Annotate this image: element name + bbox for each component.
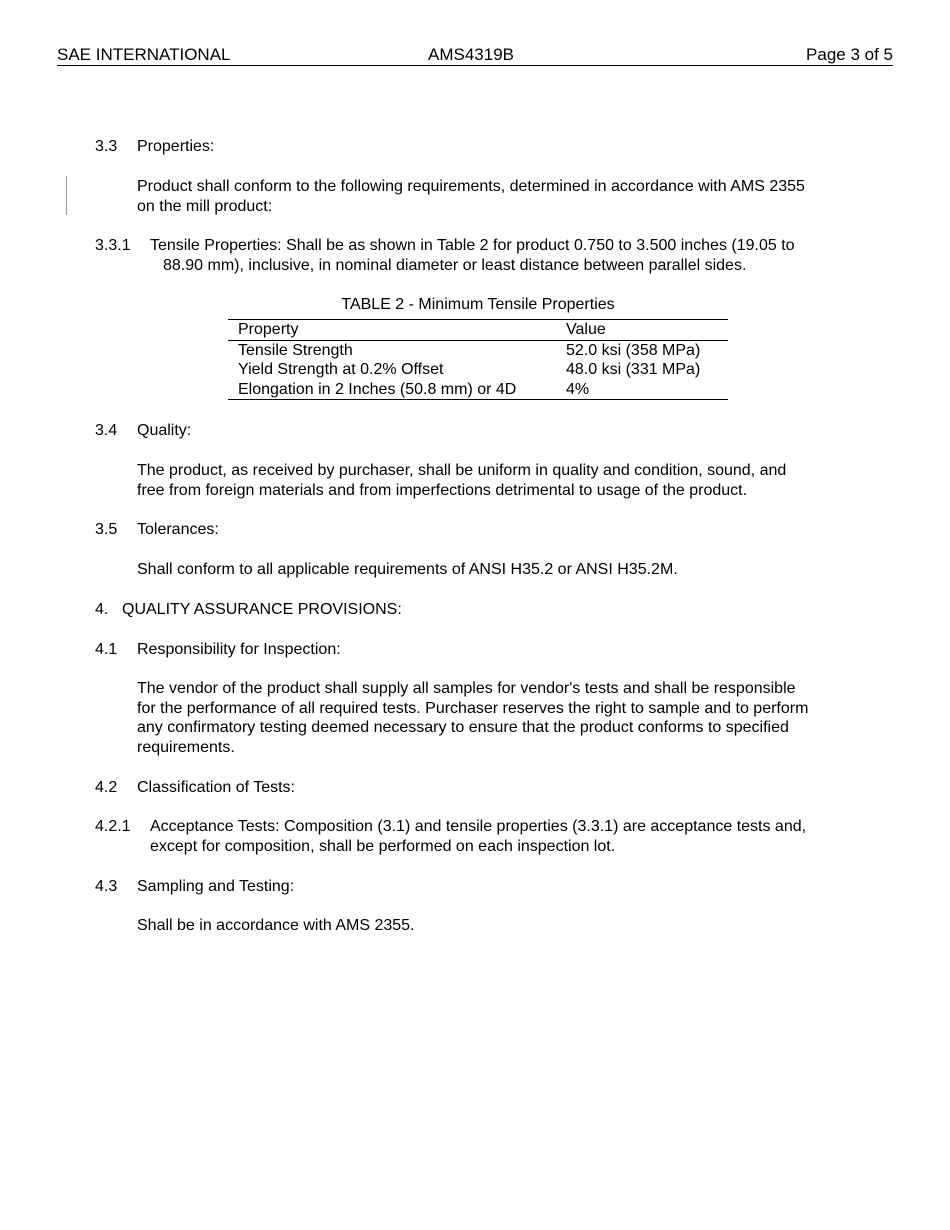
section-3-4-body [137, 461, 786, 500]
section-4-1-body-line: requirements. [137, 738, 235, 756]
table-2-caption: TABLE 2 - Minimum Tensile Properties [341, 296, 615, 313]
section-3-5-body: Shall conform to all applicable requirements of ANSI H35.2 or ANSI H35.2M. [137, 561, 678, 578]
section-4-3-body: Shall be in accordance with AMS 2355. [137, 917, 415, 934]
table-cell-value: 48.0 ksi (331 MPa) [566, 361, 701, 378]
section-3-5-title: Tolerances: [137, 521, 219, 538]
section-3-4-title: Quality: [137, 422, 192, 439]
section-4-2-1-body [150, 817, 806, 856]
header-organization: SAE INTERNATIONAL [57, 45, 231, 64]
section-4-2-1-line: except for composition, shall be performed on each inspection lot. [150, 837, 616, 855]
table-cell-property: Elongation in 2 Inches (50.8 mm) or 4D [228, 380, 556, 400]
section-4-number: 4. [95, 601, 109, 618]
header-document-number: AMS4319B [428, 45, 514, 64]
table-header-property: Property [228, 320, 556, 341]
section-4-1-body-line: The vendor of the product shall supply all samples for vendor's tests and shall be responsible [137, 680, 796, 697]
table-cell-property: Tensile Strength [238, 341, 353, 359]
revision-change-bar [66, 176, 67, 215]
section-4-1-number: 4.1 [95, 641, 118, 658]
table-cell-property: Yield Strength at 0.2% Offset [238, 361, 444, 378]
section-3-4-number: 3.4 [95, 422, 118, 439]
section-4-2-title: Classification of Tests: [137, 779, 295, 796]
header-page-number: Page 3 of 5 [806, 45, 893, 64]
section-4-1-body-line: any confirmatory testing deemed necessary to ensure that the product conforms to specified [137, 719, 789, 736]
table-cell-value: 52.0 ksi (358 MPa) [566, 341, 701, 359]
table-header-row [228, 320, 728, 341]
section-3-3-1-number: 3.3.1 [95, 237, 131, 254]
section-4-2-1-line: Acceptance Tests: Composition (3.1) and tensile properties (3.3.1) are acceptance tests and, [150, 818, 807, 835]
section-4-2-1-number: 4.2.1 [95, 818, 131, 835]
section-3-3-title: Properties: [137, 138, 215, 155]
section-4-3-number: 4.3 [95, 878, 118, 895]
table-header-value: Value [556, 320, 728, 341]
table-2-minimum-tensile-properties [228, 319, 728, 400]
section-3-3-1-line: Tensile Properties: Shall be as shown in Table 2 for product 0.750 to 3.500 inches (19.05 to [150, 237, 795, 254]
table-row [228, 340, 728, 360]
section-3-3-body [137, 177, 805, 216]
section-3-3-number: 3.3 [95, 138, 118, 155]
table-cell-value: 4% [556, 380, 728, 400]
table-row [228, 360, 728, 380]
section-3-3-1-body [150, 236, 795, 275]
section-3-3-body-line: Product shall conform to the following requirements, determined in accordance with AMS 2355 [137, 178, 805, 195]
section-4-1-body-line: for the performance of all required tests. Purchaser reserves the right to sample and to perform [137, 699, 809, 717]
section-3-4-body-line: free from foreign materials and from imperfections detrimental to usage of the product. [137, 481, 748, 499]
section-4-1-title: Responsibility for Inspection: [137, 641, 341, 658]
section-3-4-body-line: The product, as received by purchaser, shall be uniform in quality and condition, sound, and [137, 462, 787, 479]
section-3-3-body-line: on the mill product: [137, 197, 273, 215]
section-4-1-body [137, 679, 808, 757]
section-3-5-number: 3.5 [95, 521, 118, 538]
table-row [228, 380, 728, 400]
page-header [57, 45, 893, 66]
section-4-title: QUALITY ASSURANCE PROVISIONS: [122, 601, 402, 618]
section-3-3-1-line: 88.90 mm), inclusive, in nominal diameter or least distance between parallel sides. [163, 256, 747, 274]
section-4-3-title: Sampling and Testing: [137, 878, 295, 895]
section-4-2-number: 4.2 [95, 779, 118, 796]
